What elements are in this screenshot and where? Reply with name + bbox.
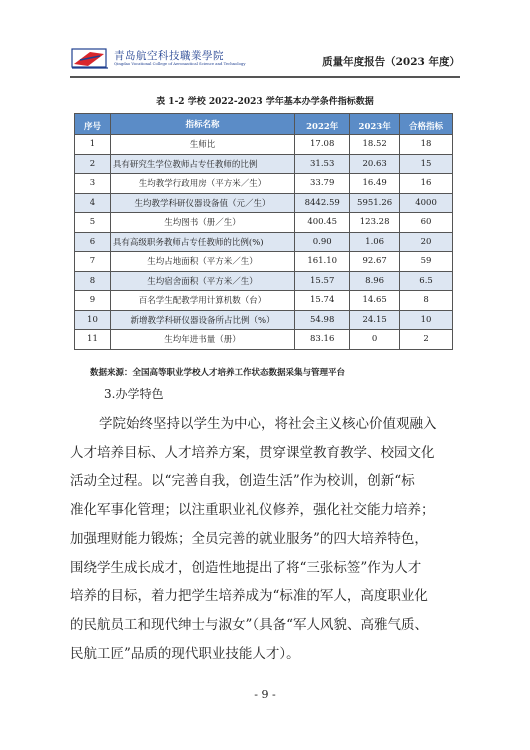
cell-seq: 4 [75, 193, 111, 213]
table-row [75, 193, 453, 213]
cell-2022: 8442.59 [295, 193, 350, 213]
cell-2023: 24.15 [350, 310, 400, 330]
paragraph-line: 的民航员工和现代绅士与淑女”（具备“军人风貌、高雅气质、 [70, 616, 429, 633]
header-2022: 2022年 [295, 114, 350, 135]
report-title: 质量年度报告（2023 年度） [322, 56, 460, 68]
header-seq: 序号 [75, 114, 111, 135]
cell-name: 具有研究生学位教师占专任教师的比例 [110, 154, 294, 174]
conditions-table [74, 113, 453, 350]
table-row [75, 252, 453, 272]
cell-seq: 9 [75, 291, 111, 311]
cell-standard: 4000 [400, 193, 453, 213]
cell-2022: 15.57 [295, 271, 350, 291]
header-name: 指标名称 [110, 114, 294, 135]
paragraph-line: 加强理财能力锻炼；全员完善的就业服务”的四大培养特色， [70, 530, 428, 547]
table-row [75, 213, 453, 233]
cell-2023: 8.96 [350, 271, 400, 291]
table-row [75, 291, 453, 311]
table-row [75, 330, 453, 350]
cell-2022: 33.79 [295, 174, 350, 194]
cell-2023: 123.28 [350, 213, 400, 233]
cell-name: 具有高级职务教师占专任教师的比例(%) [110, 232, 294, 252]
header-2023: 2023年 [350, 114, 400, 135]
table-row [75, 154, 453, 174]
body-paragraph [70, 410, 462, 668]
cell-2022: 400.45 [295, 213, 350, 233]
cell-seq: 2 [75, 154, 111, 174]
cell-2022: 17.08 [295, 135, 350, 155]
cell-seq: 1 [75, 135, 111, 155]
cell-standard: 6.5 [400, 271, 453, 291]
data-source-note: 数据来源：全国高等职业学校人才培养工作状态数据采集与管理平台 [90, 368, 346, 378]
cell-2022: 0.90 [295, 232, 350, 252]
page-header [70, 46, 460, 76]
table-row [75, 174, 453, 194]
school-name: 青岛航空科技職業學院 [114, 50, 224, 62]
cell-name: 生均宿舍面积（平方米／生） [110, 271, 294, 291]
paragraph-line: 学院始终坚持以学生为中心，将社会主义核心价值观融入 [99, 416, 437, 432]
cell-2023: 20.63 [350, 154, 400, 174]
table-row [75, 135, 453, 155]
cell-name: 生均教学行政用房（平方米／生） [110, 174, 294, 194]
page-number: - 9 - [254, 688, 276, 701]
cell-standard: 2 [400, 330, 453, 350]
cell-standard: 20 [400, 232, 453, 252]
paragraph-line: 培养的目标，着力把学生培养成为“标准的军人，高度职业化 [70, 588, 428, 605]
cell-2023: 1.06 [350, 232, 400, 252]
table-row [75, 232, 453, 252]
paragraph-line: 活动全过程。以“完善自我，创造生活”作为校训，创新“标 [70, 473, 415, 490]
cell-name: 生均图书（册／生） [110, 213, 294, 233]
cell-seq: 7 [75, 252, 111, 272]
cell-name: 生均年进书量（册） [110, 330, 294, 350]
cell-standard: 10 [400, 310, 453, 330]
cell-standard: 16 [400, 174, 453, 194]
cell-2022: 31.53 [295, 154, 350, 174]
header-divider [70, 76, 460, 78]
paragraph-line: 民航工匠”品质的现代职业技能人才）。 [70, 645, 300, 662]
school-english-name: Qingdao Vocational College of Aeronautical Science and Technology [114, 61, 246, 66]
paragraph-line: 围绕学生成长成才，创造性地提出了将“三张标签”作为人才 [70, 559, 422, 576]
cell-standard: 60 [400, 213, 453, 233]
cell-2022: 15.74 [295, 291, 350, 311]
college-logo [70, 46, 110, 72]
cell-seq: 11 [75, 330, 111, 350]
cell-2022: 54.98 [295, 310, 350, 330]
cell-name: 新增教学科研仪器设备所占比例（%） [110, 310, 294, 330]
table-row [75, 310, 453, 330]
paragraph-line: 准化军事化管理；以注重职业礼仪修养，强化社交能力培养； [70, 502, 435, 519]
cell-2023: 0 [350, 330, 400, 350]
cell-seq: 5 [75, 213, 111, 233]
paragraph-line: 人才培养目标、人才培养方案，贯穿课堂教育教学、校园文化 [70, 444, 435, 461]
cell-name: 百名学生配教学用计算机数（台） [110, 291, 294, 311]
header-standard: 合格指标 [400, 114, 453, 135]
cell-2023: 16.49 [350, 174, 400, 194]
cell-2022: 83.16 [295, 330, 350, 350]
cell-2022: 161.10 [295, 252, 350, 272]
cell-standard: 18 [400, 135, 453, 155]
cell-standard: 8 [400, 291, 453, 311]
cell-seq: 10 [75, 310, 111, 330]
cell-name: 生均教学科研仪器设备值（元／生） [110, 193, 294, 213]
cell-2023: 18.52 [350, 135, 400, 155]
cell-name: 生师比 [110, 135, 294, 155]
cell-2023: 5951.26 [350, 193, 400, 213]
cell-standard: 59 [400, 252, 453, 272]
cell-name: 生均占地面积（平方米／生） [110, 252, 294, 272]
cell-2023: 92.67 [350, 252, 400, 272]
table-caption: 表 1-2 学校 2022-2023 学年基本办学条件指标数据 [156, 97, 374, 107]
section-heading: 3.办学特色 [104, 387, 164, 401]
cell-seq: 8 [75, 271, 111, 291]
cell-seq: 6 [75, 232, 111, 252]
table-row [75, 271, 453, 291]
cell-seq: 3 [75, 174, 111, 194]
cell-standard: 15 [400, 154, 453, 174]
cell-2023: 14.65 [350, 291, 400, 311]
